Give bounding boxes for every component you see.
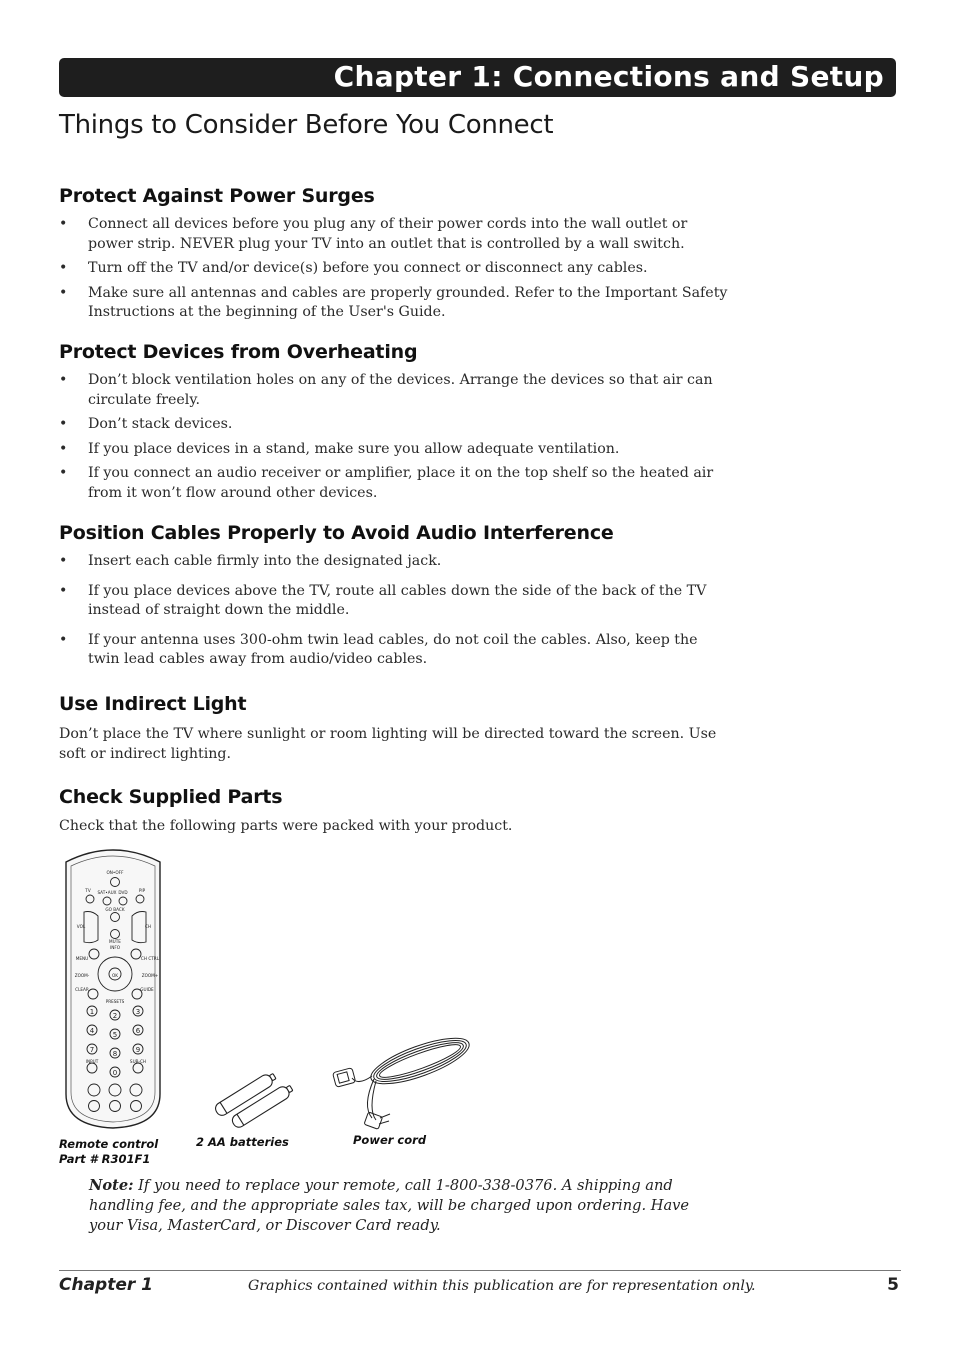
remote-digit-1: 1: [89, 1008, 95, 1016]
heading-supplied-parts: Check Supplied Parts: [59, 786, 283, 808]
remote-label-tv: TV: [85, 888, 91, 893]
remote-label-ch: CH: [144, 924, 152, 929]
remote-digit-9: 9: [135, 1046, 141, 1054]
remote-digit-5: 5: [112, 1031, 118, 1039]
heading-power-surges: Protect Against Power Surges: [59, 185, 375, 207]
remote-digit-3: 3: [135, 1008, 141, 1016]
remote-digit-2: 2: [112, 1012, 118, 1020]
list-item: • If you place devices above the TV, route all cables down the side of the back of the TV instead of straight down the middle.: [59, 582, 729, 621]
note-label: Note:: [89, 1177, 134, 1194]
remote-label-ok: OK: [111, 973, 119, 978]
remote-label-input: INPUT: [85, 1059, 99, 1064]
page-title: Things to Consider Before You Connect: [59, 110, 554, 140]
list-item: • If your antenna uses 300-ohm twin lead cables, do not coil the cables. Also, keep the twin lead cables away from audio/video cables.: [59, 631, 729, 670]
heading-overheating: Protect Devices from Overheating: [59, 341, 418, 363]
remote-digit-0: 0: [112, 1069, 118, 1077]
list-item: • If you connect an audio receiver or amplifier, place it on the top shelf so the heated air from it won’t flow around other devices.: [59, 464, 729, 503]
power-cord-illustration: [328, 1026, 478, 1132]
remote-label-on-off: ON•OFF: [106, 870, 124, 875]
supplied-parts-intro: Check that the following parts were packed with your product.: [59, 818, 513, 834]
heading-cables: Position Cables Properly to Avoid Audio Interference: [59, 522, 614, 544]
indirect-light-text: Don’t place the TV where sunlight or room lighting will be directed toward the screen. Use soft or indirect lighting.: [59, 726, 717, 762]
remote-digit-8: 8: [112, 1050, 118, 1058]
note-text: If you need to replace your remote, call 1-800-338-0376. A shipping and handling fee, and the appropriate sales tax, will be charged upon ordering. Have your Visa, MasterCard, or Discover Card ready.: [89, 1177, 690, 1234]
remote-label-guide: GUIDE: [140, 987, 154, 992]
remote-digit-4: 4: [89, 1027, 95, 1035]
remote-label-info: INFO: [109, 945, 121, 950]
footer-disclaimer: Graphics contained within this publication are for representation only.: [248, 1278, 756, 1294]
remote-label-zoom-minus: ZOOM-: [74, 973, 90, 978]
list-item: • Connect all devices before you plug any of their power cords into the wall outlet or power strip. NEVER plug your TV into an outlet that is controlled by a wall switch.: [59, 215, 729, 254]
remote-caption: [59, 1137, 158, 1167]
remote-caption-line1: Remote control: [59, 1137, 159, 1151]
list-cables: [59, 552, 729, 670]
batteries-illustration: [208, 1072, 300, 1128]
remote-label-menu: MENU: [75, 956, 89, 961]
remote-label-go-back: GO BACK: [105, 907, 125, 912]
list-item: • Turn off the TV and/or device(s) before you connect or disconnect any cables.: [59, 259, 729, 279]
list-power-surges: [59, 215, 729, 323]
remote-caption-line2: Part # R301F1: [59, 1152, 151, 1166]
remote-label-mute: MUTE: [109, 939, 121, 944]
list-overheating: [59, 371, 729, 503]
remote-label-presets: PRESETS: [105, 999, 125, 1004]
batteries-caption: 2 AA batteries: [196, 1135, 289, 1149]
list-item: • Don’t stack devices.: [59, 415, 729, 435]
footer-divider: [59, 1270, 901, 1271]
power-cord-caption: Power cord: [353, 1133, 427, 1147]
heading-indirect-light: Use Indirect Light: [59, 693, 247, 715]
footer-chapter: Chapter 1: [59, 1275, 154, 1295]
list-item: • Make sure all antennas and cables are properly grounded. Refer to the Important Safety Instructions at the beginning of the User's Guide.: [59, 284, 729, 323]
chapter-banner-title: Chapter 1: Connections and Setup: [333, 60, 884, 93]
page-number: 5: [887, 1275, 899, 1295]
chapter-banner: [59, 58, 896, 97]
remote-control-illustration: [60, 844, 166, 1134]
remote-label-sub-ch: SUB-CH: [129, 1059, 147, 1064]
note: [89, 1176, 719, 1236]
list-item: • Don’t block ventilation holes on any of the devices. Arrange the devices so that air can circulate freely.: [59, 371, 729, 410]
remote-label-pip: PIP: [138, 888, 146, 893]
remote-label-vol: VOL: [76, 924, 86, 929]
remote-label-ch-ctrl: CH CTRL: [140, 956, 160, 961]
remote-label-clear: CLEAR: [75, 987, 89, 992]
remote-label-zoom-plus: ZOOM+: [141, 973, 159, 978]
remote-digit-7: 7: [89, 1046, 95, 1054]
list-item: • If you place devices in a stand, make sure you allow adequate ventilation.: [59, 440, 729, 460]
remote-digit-6: 6: [135, 1027, 141, 1035]
remote-label-sat-aux: SAT•AUX: [97, 890, 117, 895]
list-item: • Insert each cable firmly into the designated jack.: [59, 552, 729, 572]
remote-label-dvd: DVD: [118, 890, 128, 895]
